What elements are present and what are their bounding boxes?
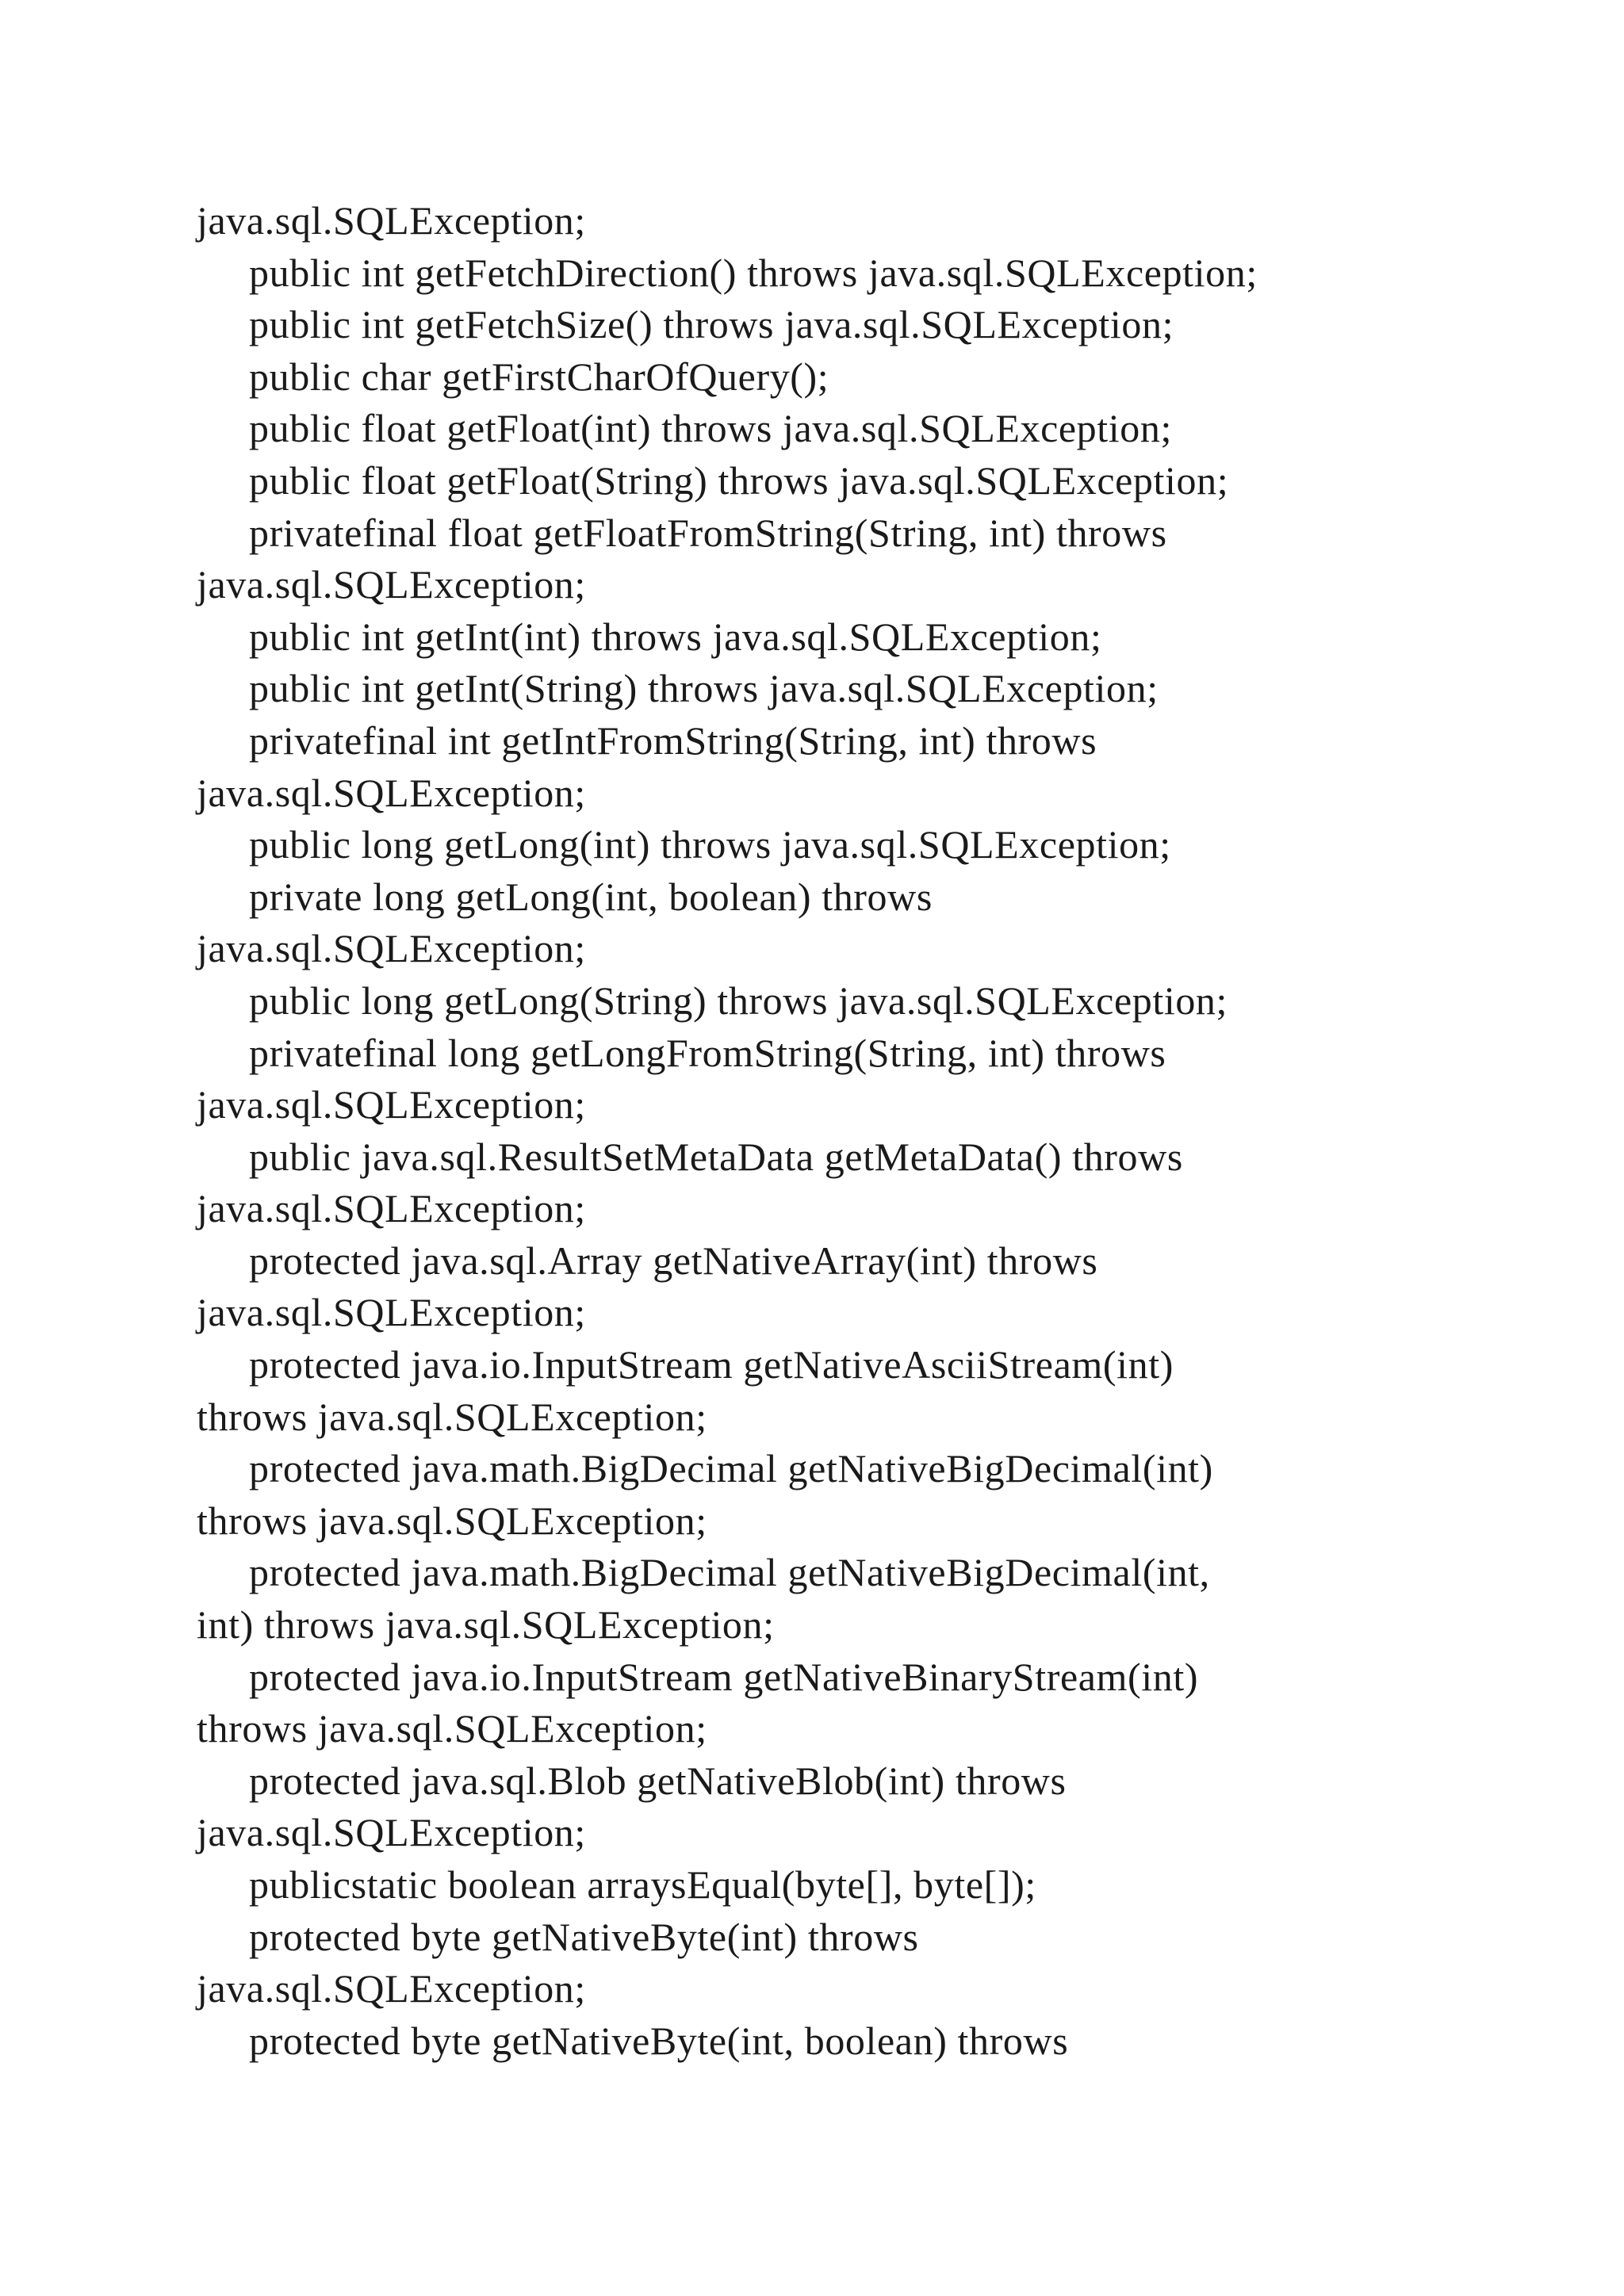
code-line-continuation: throws java.sql.SQLException;: [197, 1498, 707, 1543]
code-line-continuation: java.sql.SQLException;: [197, 1082, 586, 1127]
code-line: private long getLong(int, boolean) throws: [249, 874, 933, 919]
code-line: public long getLong(String) throws java.sql.SQLException;: [249, 978, 1228, 1023]
code-text-block: [197, 195, 1481, 2067]
code-line: protected java.math.BigDecimal getNativeBigDecimal(int,: [249, 1550, 1210, 1595]
code-line-continuation: java.sql.SQLException;: [197, 1186, 586, 1231]
code-line: protected byte getNativeByte(int, boolean) throws: [249, 2018, 1069, 2063]
code-line-continuation: java.sql.SQLException;: [197, 1810, 586, 1855]
code-line: privatefinal float getFloatFromString(String, int) throws: [249, 510, 1167, 555]
code-line: public int getFetchDirection() throws java.sql.SQLException;: [249, 250, 1258, 295]
code-line: public char getFirstCharOfQuery();: [249, 354, 829, 399]
code-line-continuation: java.sql.SQLException;: [197, 926, 586, 971]
code-line: public java.sql.ResultSetMetaData getMetaData() throws: [249, 1134, 1183, 1179]
code-line-continuation: int) throws java.sql.SQLException;: [197, 1602, 775, 1647]
code-line-continuation: java.sql.SQLException;: [197, 1290, 586, 1335]
code-line: publicstatic boolean arraysEqual(byte[], byte[]);: [249, 1862, 1036, 1907]
code-line: protected java.sql.Array getNativeArray(int) throws: [249, 1238, 1098, 1283]
code-line: privatefinal int getIntFromString(String, int) throws: [249, 718, 1097, 763]
code-line: protected java.math.BigDecimal getNativeBigDecimal(int): [249, 1446, 1213, 1491]
code-line: public int getInt(String) throws java.sql.SQLException;: [249, 666, 1159, 711]
code-line: protected java.io.InputStream getNativeBinaryStream(int): [249, 1654, 1199, 1699]
code-line: public float getFloat(String) throws java.sql.SQLException;: [249, 457, 1229, 503]
code-line-continuation: java.sql.SQLException;: [197, 770, 586, 815]
code-line-continuation: throws java.sql.SQLException;: [197, 1706, 707, 1751]
code-line: protected java.sql.Blob getNativeBlob(int) throws: [249, 1758, 1067, 1803]
code-line: public int getFetchSize() throws java.sql.SQLException;: [249, 302, 1174, 347]
code-line: protected byte getNativeByte(int) throws: [249, 1914, 919, 1959]
code-line-continuation: throws java.sql.SQLException;: [197, 1394, 707, 1439]
code-line-continuation: java.sql.SQLException;: [197, 562, 586, 607]
code-line: public long getLong(int) throws java.sql.SQLException;: [249, 822, 1171, 867]
code-line: protected java.io.InputStream getNativeAsciiStream(int): [249, 1342, 1174, 1387]
code-line: privatefinal long getLongFromString(String, int) throws: [249, 1030, 1166, 1075]
code-line: public float getFloat(int) throws java.sql.SQLException;: [249, 406, 1172, 451]
code-line: public int getInt(int) throws java.sql.SQLException;: [249, 614, 1102, 659]
code-line-continuation: java.sql.SQLException;: [197, 198, 586, 243]
code-line-continuation: java.sql.SQLException;: [197, 1966, 586, 2011]
